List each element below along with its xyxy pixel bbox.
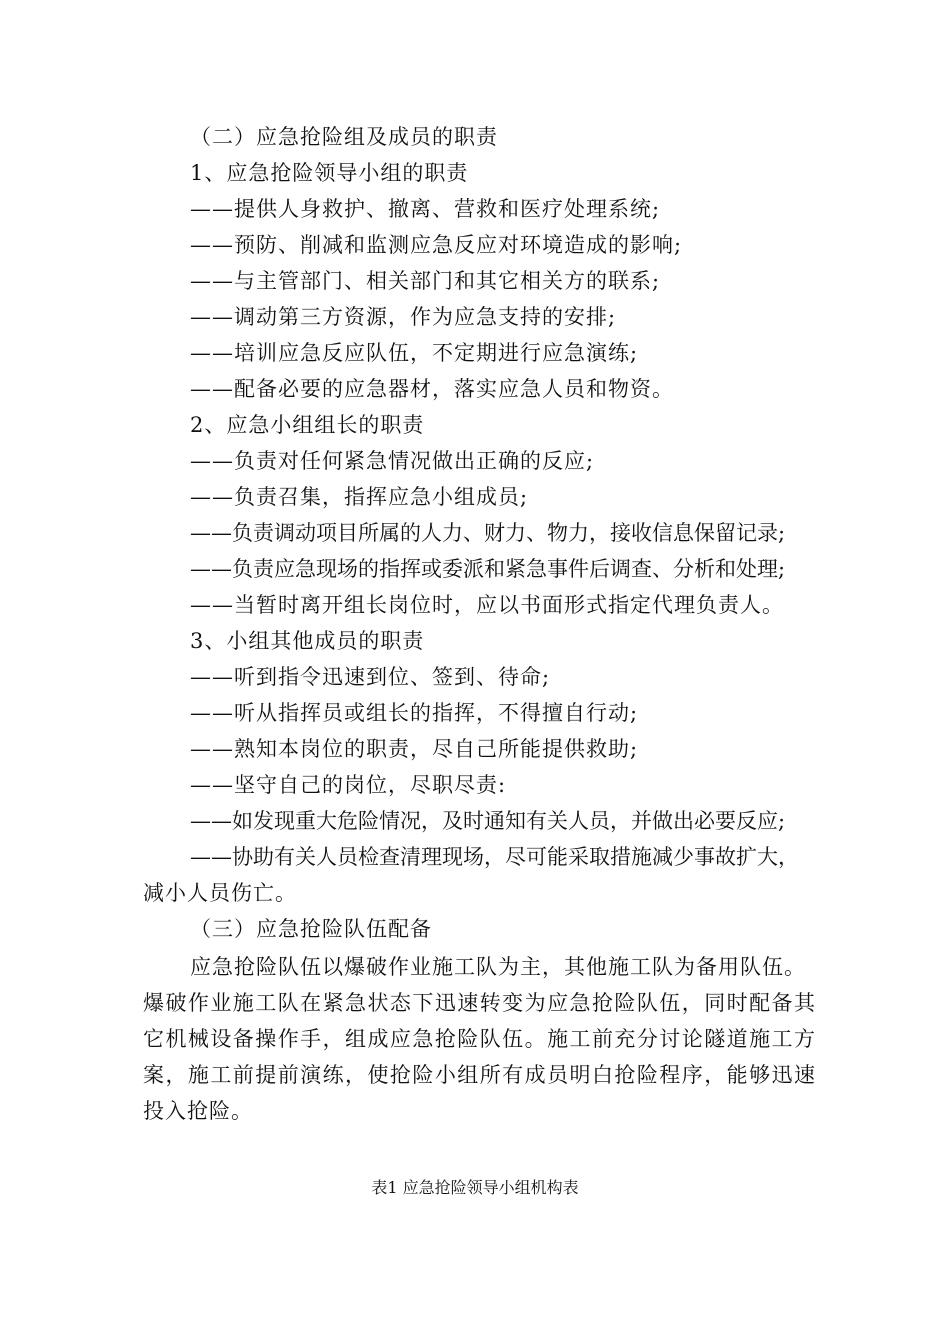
duty-item: ——听到指令迅速到位、签到、待命;	[190, 665, 551, 689]
paragraph-line: 应急抢险队伍以爆破作业施工队为主，其他施工队为备用队伍。	[190, 955, 806, 979]
table-caption: 表1 应急抢险领导小组机构表	[371, 1178, 579, 1197]
paragraph-line: 爆破作业施工队在紧急状态下迅速转变为应急抢险队伍，同时配备其	[143, 991, 815, 1015]
duty-item: ——当暂时离开组长岗位时，应以书面形式指定代理负责人。	[190, 593, 784, 617]
duty-item: ——调动第三方资源，作为应急支持的安排;	[190, 305, 617, 329]
subsection-title-1: 1、应急抢险领导小组的职责	[190, 161, 469, 185]
duty-item: ——配备必要的应急器材，落实应急人员和物资。	[190, 377, 674, 401]
section-heading-2: （二）应急抢险组及成员的职责	[190, 125, 498, 149]
subsection-title-2: 2、应急小组组长的职责	[190, 413, 425, 437]
duty-item: ——与主管部门、相关部门和其它相关方的联系;	[190, 269, 661, 293]
duty-item: ——如发现重大危险情况，及时通知有关人员，并做出必要反应;	[190, 809, 786, 833]
duty-item-continuation: 减小人员伤亡。	[143, 881, 297, 905]
duty-item: ——听从指挥员或组长的指挥，不得擅自行动;	[190, 701, 639, 725]
paragraph-line: 投入抢险。	[143, 1099, 253, 1123]
duty-item: ——预防、削减和监测应急反应对环境造成的影响;	[190, 233, 683, 257]
duty-item: ——负责召集，指挥应急小组成员;	[190, 485, 529, 509]
duty-item: ——负责调动项目所属的人力、财力、物力，接收信息保留记录;	[190, 521, 786, 545]
duty-item: ——协助有关人员检查清理现场，尽可能采取措施减少事故扩大，	[190, 845, 799, 869]
duty-item: ——提供人身救护、撤离、营救和医疗处理系统;	[190, 197, 661, 221]
duty-item: ——熟知本岗位的职责，尽自己所能提供救助;	[190, 737, 639, 761]
paragraph-line: 它机械设备操作手，组成应急抢险队伍。施工前充分讨论隧道施工方	[143, 1027, 815, 1051]
section-heading-3: （三）应急抢险队伍配备	[190, 917, 432, 941]
duty-item: ——负责对任何紧急情况做出正确的反应;	[190, 449, 595, 473]
subsection-title-3: 3、小组其他成员的职责	[190, 629, 425, 653]
duty-item: ——培训应急反应队伍，不定期进行应急演练;	[190, 341, 639, 365]
duty-item: ——负责应急现场的指挥或委派和紧急事件后调查、分析和处理;	[190, 557, 786, 581]
paragraph-line: 案，施工前提前演练，使抢险小组所有成员明白抢险程序，能够迅速	[143, 1063, 815, 1087]
duty-item: ——坚守自己的岗位，尽职尽责:	[190, 773, 507, 797]
